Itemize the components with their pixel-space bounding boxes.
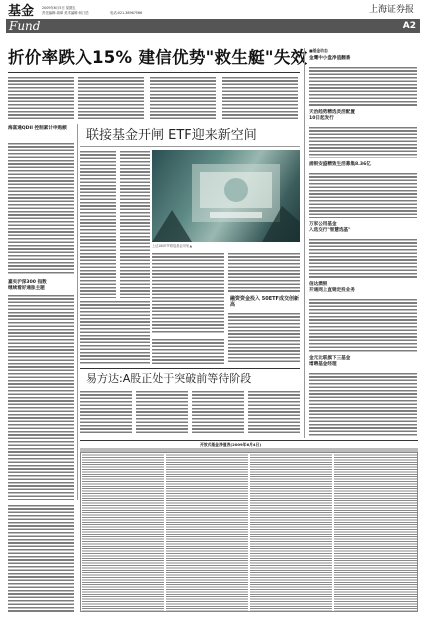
- story4-body-4: [248, 390, 300, 434]
- page-number: A2: [402, 21, 416, 31]
- section-word: Fund: [9, 19, 41, 33]
- feature-text-col-3: [152, 252, 224, 334]
- photo-art: [152, 150, 300, 242]
- table-block-4: [334, 454, 417, 611]
- lead-text-col-1: [8, 76, 74, 120]
- story1-title: 海富通QDII 控制累计申购额: [8, 126, 67, 131]
- left-col-bottom-text: [8, 504, 74, 612]
- fund-nav-table: [80, 452, 418, 612]
- table-top-rule: [80, 440, 418, 441]
- table-block-2: [166, 454, 248, 611]
- story2-title: 嘉实沪深300 指数 继续看好通胀主题: [8, 280, 47, 291]
- feature-text-col-4: [228, 252, 300, 292]
- story4-body-2: [136, 390, 188, 434]
- phone-line: 电话:021-38967566: [110, 11, 143, 15]
- feature-text-col-1: [80, 150, 116, 298]
- lead-text-col-4: [222, 76, 298, 120]
- masthead-bar: [6, 19, 420, 33]
- right-item-4-body: [309, 238, 417, 278]
- story4-body-3: [192, 390, 244, 434]
- right-item-1-body: [309, 66, 417, 106]
- right-item-6-body: [309, 372, 417, 436]
- table-title: 开放式基金净值表(2009年6月4日): [200, 442, 262, 447]
- story2-body: [8, 294, 74, 500]
- left-col-divider: [77, 124, 78, 500]
- table-block-1: [82, 454, 164, 611]
- table-block-3: [250, 454, 332, 611]
- lead-text-col-2: [78, 76, 144, 120]
- right-col-divider: [304, 48, 305, 438]
- feature-headline: 联接基金开闸 ETF迎来新空间: [86, 128, 257, 143]
- dateline: 2009年6月5日 星期五: [42, 6, 76, 10]
- lead-text-col-3: [150, 76, 216, 120]
- paper-name: 基金: [8, 4, 35, 19]
- right-item-5-title: 信达澳银 开通网上直销定投业务: [309, 282, 355, 293]
- lead-rule: [8, 72, 300, 73]
- story1-body: [8, 142, 74, 274]
- story4-top-rule: [80, 368, 300, 369]
- right-item-4-title: 万家公用基金 入选交行"智慧选基": [309, 222, 351, 233]
- right-item-6-title: 金元比联旗下三基金 增聘基金经理: [309, 356, 351, 367]
- feature-rule: [80, 146, 300, 147]
- lead-headline: 折价率跌入15% 建信优势"救生艇"失效: [8, 48, 308, 67]
- right-item-3-title: 浦银安盛精致生活募集8.36亿: [309, 162, 371, 167]
- right-item-2-body: [309, 126, 417, 158]
- story3-body: [228, 312, 300, 364]
- feature-text-col-5: [80, 300, 150, 364]
- right-item-3-body: [309, 172, 417, 218]
- editor-line: 责任编辑:周翠 美术编辑:何汀语: [42, 11, 89, 15]
- story4-body-1: [80, 390, 132, 434]
- right-item-1-title: 金鹰中小盘净值翻番: [309, 56, 351, 61]
- feature-photo: [152, 150, 300, 242]
- story4-headline: 易方达:A股正处于突破前等待阶段: [86, 372, 252, 385]
- photo-caption: 上证180ETF联接基金开闸 ▲: [152, 244, 193, 248]
- right-item-5-body: [309, 298, 417, 352]
- right-item-2-title: 天治趋势精选灵活配置 10日起发行: [309, 110, 355, 121]
- feature-text-col-2: [120, 150, 150, 298]
- right-col-label: ■基金动态: [309, 48, 328, 53]
- feature-text-col-6: [152, 338, 224, 364]
- masthead: [6, 3, 420, 43]
- brand-name: 上海证券报: [368, 5, 414, 15]
- story3-title: 融资资金投入 50ETF成交创新高: [230, 296, 299, 308]
